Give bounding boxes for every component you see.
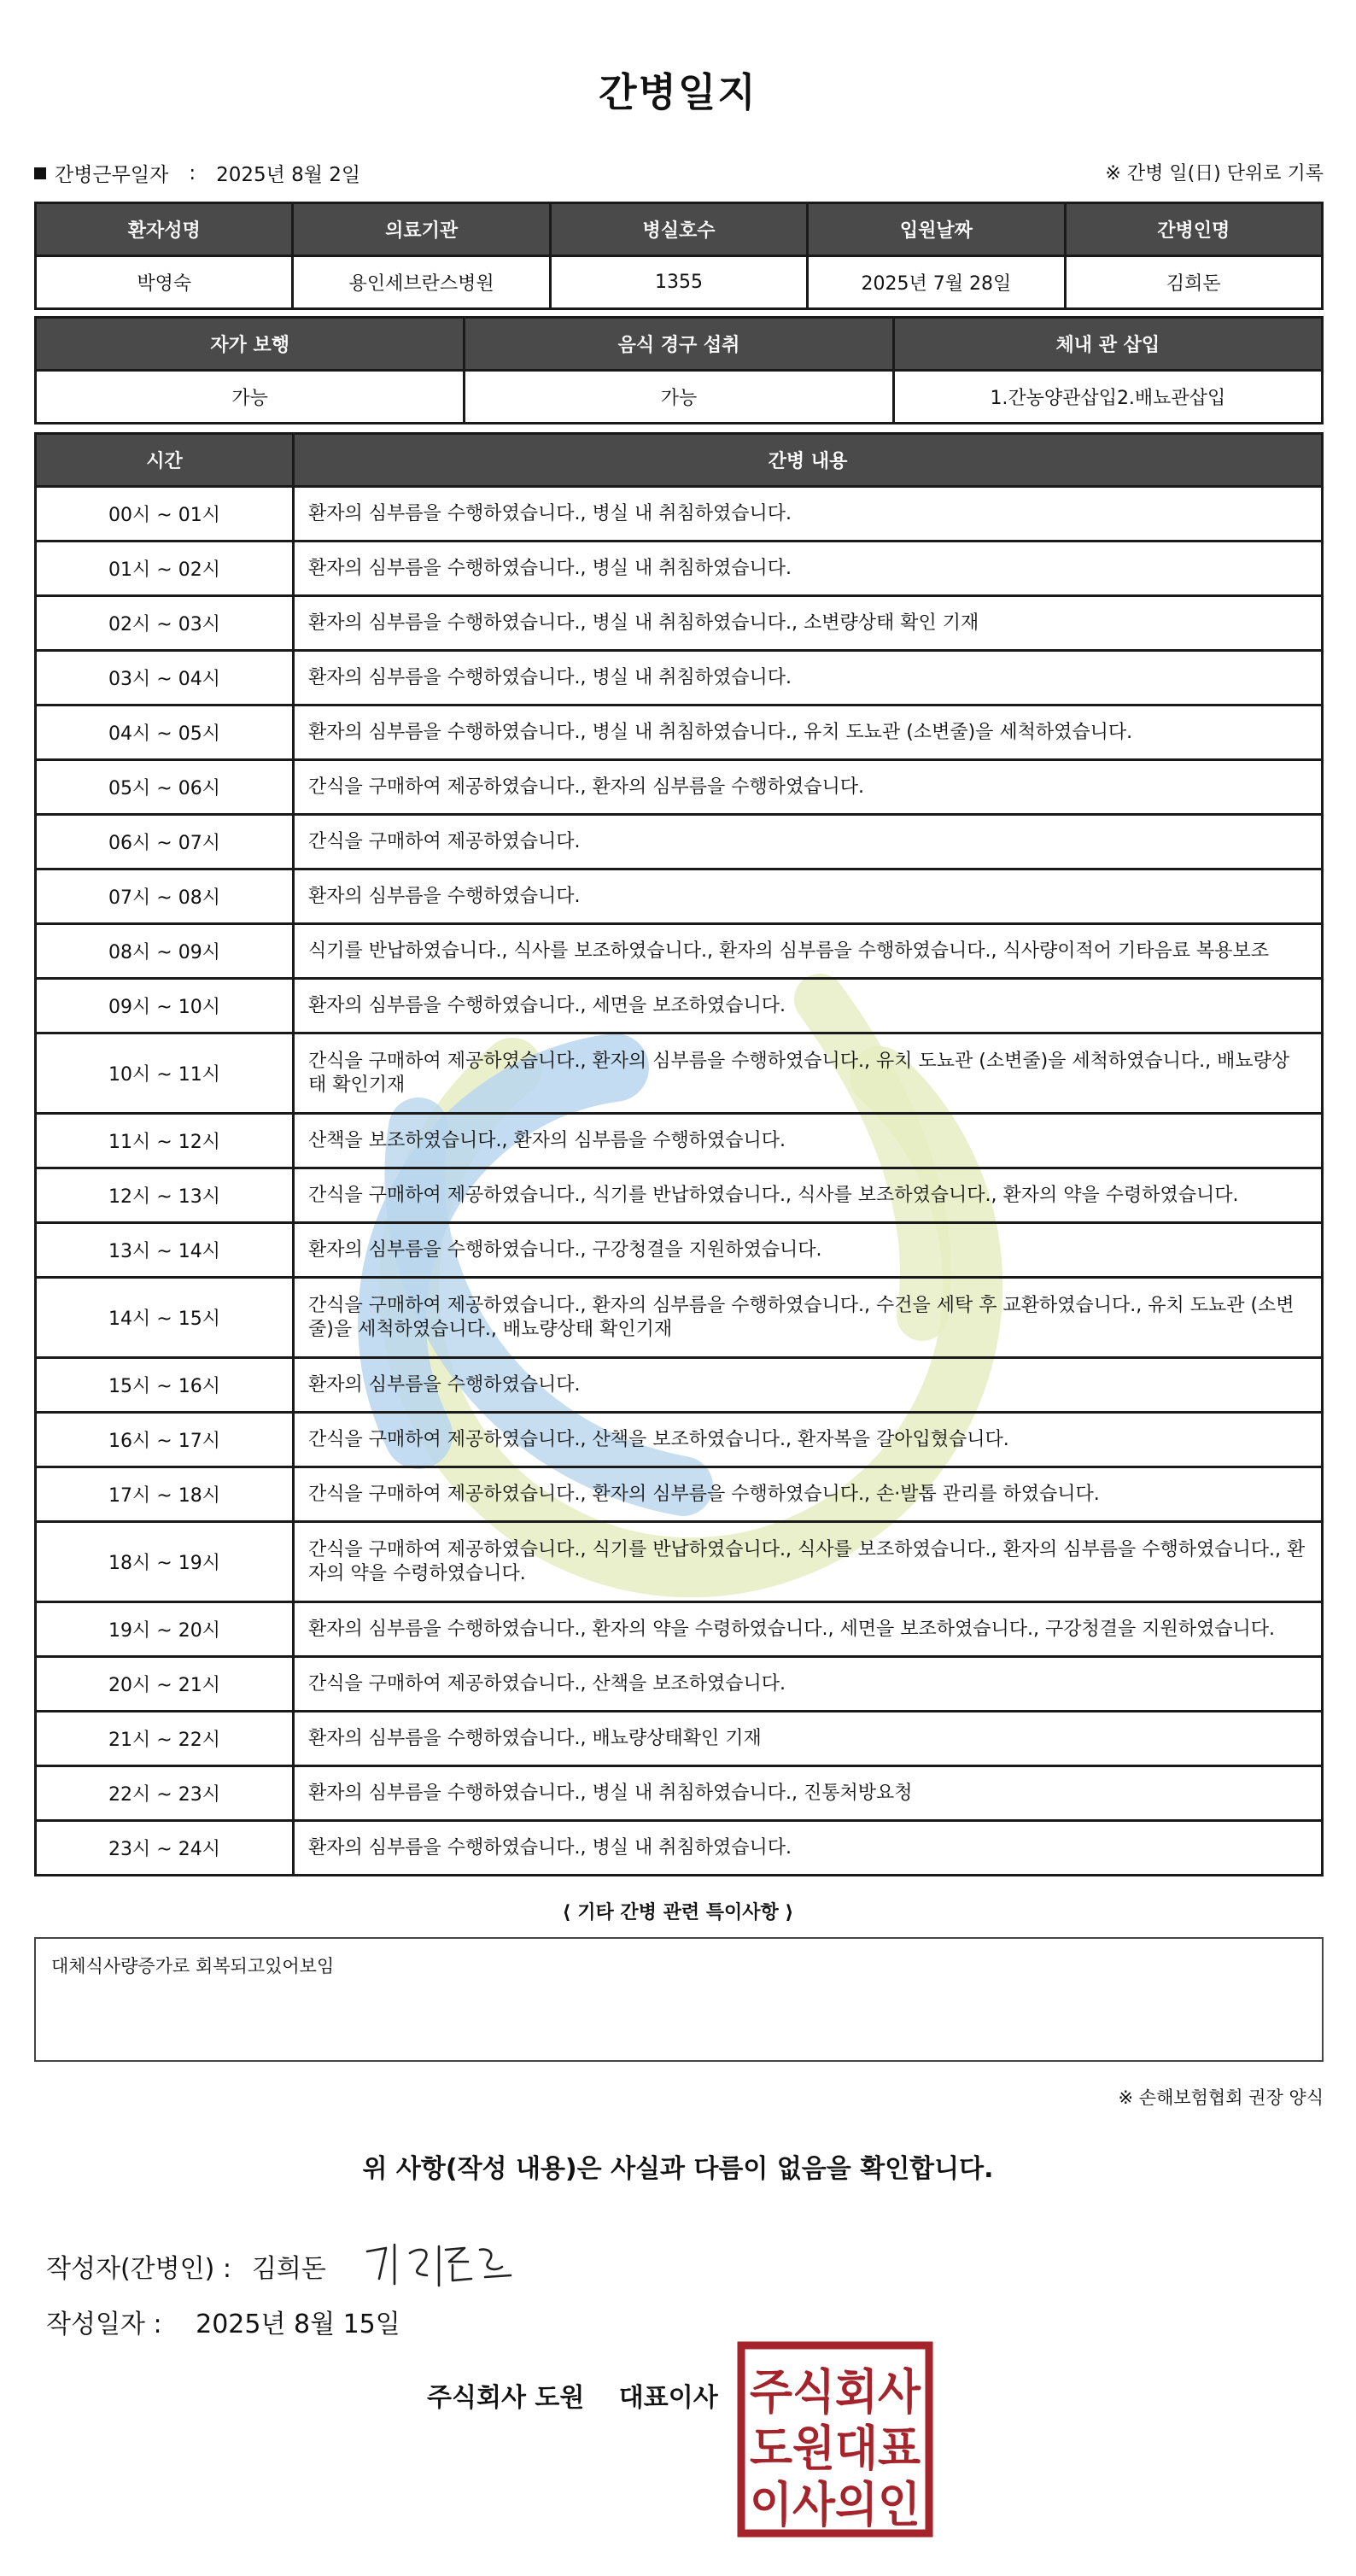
log-row: [36, 1602, 1323, 1657]
log-body: [36, 487, 1323, 1876]
log-time: 10시 ~ 11시: [36, 1033, 294, 1114]
log-time: 02시 ~ 03시: [36, 596, 294, 651]
patient-value-row: [36, 256, 1323, 309]
header-oral-intake: 음식 경구 섭취: [465, 318, 893, 371]
log-time: 14시 ~ 15시: [36, 1278, 294, 1358]
oral-intake-value: 가능: [465, 371, 893, 424]
log-time: 19시 ~ 20시: [36, 1602, 294, 1657]
page-title: 간병일지: [599, 69, 757, 115]
work-date-colon: :: [189, 161, 196, 184]
square-bullet-icon: [34, 167, 46, 179]
patient-status-table: [34, 316, 1324, 424]
log-time: 05시 ~ 06시: [36, 760, 294, 815]
company-name: 주식회사 도원: [427, 2383, 585, 2413]
log-content: 환자의 심부름을 수행하였습니다., 병실 내 취침하였습니다.: [294, 487, 1323, 542]
log-content: 간식을 구매하여 제공하였습니다., 환자의 심부름을 수행하였습니다.: [294, 760, 1323, 815]
write-date-label: 작성일자 :: [46, 2310, 162, 2339]
log-content: 간식을 구매하여 제공하였습니다., 환자의 심부름을 수행하였습니다., 손·발톱 관리를 하였습니다.: [294, 1467, 1323, 1522]
log-time: 17시 ~ 18시: [36, 1467, 294, 1522]
header-admission-date: 입원날짜: [808, 203, 1065, 256]
work-date-value: 2025년 8월 2일: [216, 164, 361, 186]
header-patient-name: 환자성명: [36, 203, 293, 256]
log-row: [36, 760, 1323, 815]
other-notes-text: 대체식사량증가로 회복되고있어보임: [51, 1956, 335, 1976]
company-seal-icon: [736, 2340, 934, 2538]
log-row: [36, 1522, 1323, 1602]
header-time: 시간: [36, 434, 294, 487]
log-row: [36, 869, 1323, 924]
log-content: 간식을 구매하여 제공하였습니다., 환자의 심부름을 수행하였습니다., 수건을 세탁 후 교환하였습니다., 유치 도뇨관 (소변줄)을 세척하였습니다., 배뇨량상태 확인기재: [294, 1278, 1323, 1358]
log-time: 06시 ~ 07시: [36, 815, 294, 869]
log-time: 00시 ~ 01시: [36, 487, 294, 542]
header-care-content: 간병 내용: [294, 434, 1323, 487]
log-row: [36, 924, 1323, 979]
log-row: [36, 1657, 1323, 1712]
header-hospital: 의료기관: [293, 203, 550, 256]
log-time: 21시 ~ 22시: [36, 1712, 294, 1766]
patient-name: 박영숙: [36, 256, 293, 309]
log-row: [36, 1712, 1323, 1766]
care-log-table: [34, 432, 1324, 1876]
unit-note: ※ 간병 일(日) 단위로 기록: [1105, 163, 1324, 184]
log-row: [36, 705, 1323, 760]
work-date-label: 간병근무일자: [55, 164, 169, 186]
writer-row: [46, 2236, 523, 2296]
log-time: 11시 ~ 12시: [36, 1114, 294, 1168]
log-content: 간식을 구매하여 제공하였습니다., 산책을 보조하였습니다.: [294, 1657, 1323, 1712]
log-time: 15시 ~ 16시: [36, 1358, 294, 1413]
header-room: 병실호수: [550, 203, 807, 256]
log-row: [36, 1467, 1323, 1522]
log-content: 환자의 심부름을 수행하였습니다., 병실 내 취침하였습니다., 소변량상태 확인 기재: [294, 596, 1323, 651]
log-time: 08시 ~ 09시: [36, 924, 294, 979]
log-row: [36, 542, 1323, 596]
admission-date: 2025년 7월 28일: [808, 256, 1065, 309]
log-time: 09시 ~ 10시: [36, 979, 294, 1033]
write-date-value: 2025년 8월 15일: [196, 2310, 400, 2339]
hospital-name: 용인세브란스병원: [293, 256, 550, 309]
log-time: 03시 ~ 04시: [36, 651, 294, 705]
log-row: [36, 1278, 1323, 1358]
company-signature-line: [427, 2376, 718, 2414]
log-row: [36, 1033, 1323, 1114]
log-header-row: [36, 434, 1323, 487]
log-time: 01시 ~ 02시: [36, 542, 294, 596]
log-time: 20시 ~ 21시: [36, 1657, 294, 1712]
header-self-walking: 자가 보행: [36, 318, 465, 371]
writer-label: 작성자(간병인) :: [46, 2254, 231, 2284]
log-content: 식기를 반납하였습니다., 식사를 보조하였습니다., 환자의 심부름을 수행하였습니다., 식사량이적어 기타음료 복용보조: [294, 924, 1323, 979]
svg-text:도원대표: 도원대표: [750, 2421, 921, 2477]
log-content: 환자의 심부름을 수행하였습니다.: [294, 869, 1323, 924]
confirmation-statement: 위 사항(작성 내용)은 사실과 다름이 없음을 확인합니다.: [362, 2154, 994, 2184]
log-content: 간식을 구매하여 제공하였습니다., 환자의 심부름을 수행하였습니다., 유치 도뇨관 (소변줄)을 세척하였습니다., 배뇨량상태 확인기재: [294, 1033, 1323, 1114]
patient-header-row: [36, 203, 1323, 256]
caregiver-name: 김희돈: [1065, 256, 1322, 309]
log-content: 환자의 심부름을 수행하였습니다.: [294, 1358, 1323, 1413]
write-date-row: [46, 2303, 400, 2340]
log-content: 환자의 심부름을 수행하였습니다., 환자의 약을 수령하였습니다., 세면을 보조하였습니다., 구강청결을 지원하였습니다.: [294, 1602, 1323, 1657]
room-number: 1355: [550, 256, 807, 309]
signature-icon: [360, 2236, 523, 2296]
other-notes-title: ⟨ 기타 간병 관련 특이사항 ⟩: [562, 1902, 794, 1923]
log-row: [36, 1114, 1323, 1168]
log-time: 16시 ~ 17시: [36, 1413, 294, 1467]
work-date-row: [34, 159, 1324, 186]
self-walking-value: 가능: [36, 371, 465, 424]
status-value-row: [36, 371, 1323, 424]
log-row: [36, 1413, 1323, 1467]
log-content: 환자의 심부름을 수행하였습니다., 병실 내 취침하였습니다., 진통처방요청: [294, 1766, 1323, 1821]
log-content: 환자의 심부름을 수행하였습니다., 배뇨량상태확인 기재: [294, 1712, 1323, 1766]
log-time: 07시 ~ 08시: [36, 869, 294, 924]
writer-name: 김희돈: [251, 2254, 326, 2284]
log-row: [36, 1766, 1323, 1821]
header-tube-insertion: 체내 관 삽입: [893, 318, 1322, 371]
log-row: [36, 651, 1323, 705]
log-row: [36, 596, 1323, 651]
log-time: 23시 ~ 24시: [36, 1821, 294, 1876]
log-row: [36, 1223, 1323, 1278]
log-content: 간식을 구매하여 제공하였습니다.: [294, 815, 1323, 869]
status-header-row: [36, 318, 1323, 371]
patient-info-table: [34, 202, 1324, 310]
log-content: 환자의 심부름을 수행하였습니다., 병실 내 취침하였습니다.: [294, 651, 1323, 705]
log-time: 04시 ~ 05시: [36, 705, 294, 760]
log-content: 환자의 심부름을 수행하였습니다., 구강청결을 지원하였습니다.: [294, 1223, 1323, 1278]
log-row: [36, 815, 1323, 869]
tube-insertion-value: 1.간농양관삽입2.배뇨관삽입: [893, 371, 1322, 424]
log-content: 간식을 구매하여 제공하였습니다., 산책을 보조하였습니다., 환자복을 갈아입혔습니다.: [294, 1413, 1323, 1467]
log-content: 환자의 심부름을 수행하였습니다., 세면을 보조하였습니다.: [294, 979, 1323, 1033]
log-row: [36, 1821, 1323, 1876]
svg-text:주식회사: 주식회사: [750, 2365, 921, 2421]
log-row: [36, 1358, 1323, 1413]
header-caregiver: 간병인명: [1065, 203, 1322, 256]
log-content: 산책을 보조하였습니다., 환자의 심부름을 수행하였습니다.: [294, 1114, 1323, 1168]
log-content: 환자의 심부름을 수행하였습니다., 병실 내 취침하였습니다.: [294, 542, 1323, 596]
log-content: 간식을 구매하여 제공하였습니다., 식기를 반납하였습니다., 식사를 보조하였습니다., 환자의 약을 수령하였습니다.: [294, 1168, 1323, 1223]
log-row: [36, 487, 1323, 542]
log-time: 13시 ~ 14시: [36, 1223, 294, 1278]
log-row: [36, 979, 1323, 1033]
company-ceo-title: 대표이사: [618, 2383, 718, 2413]
svg-text:이사의인: 이사의인: [750, 2478, 921, 2533]
form-note: ※ 손해보험협회 권장 양식: [1118, 2087, 1324, 2108]
log-time: 22시 ~ 23시: [36, 1766, 294, 1821]
log-time: 12시 ~ 13시: [36, 1168, 294, 1223]
log-content: 환자의 심부름을 수행하였습니다., 병실 내 취침하였습니다.: [294, 1821, 1323, 1876]
log-row: [36, 1168, 1323, 1223]
other-notes-box: [34, 1937, 1324, 2062]
log-time: 18시 ~ 19시: [36, 1522, 294, 1602]
log-content: 간식을 구매하여 제공하였습니다., 식기를 반납하였습니다., 식사를 보조하였습니다., 환자의 심부름을 수행하였습니다., 환자의 약을 수령하였습니다.: [294, 1522, 1323, 1602]
log-content: 환자의 심부름을 수행하였습니다., 병실 내 취침하였습니다., 유치 도뇨관 (소변줄)을 세척하였습니다.: [294, 705, 1323, 760]
